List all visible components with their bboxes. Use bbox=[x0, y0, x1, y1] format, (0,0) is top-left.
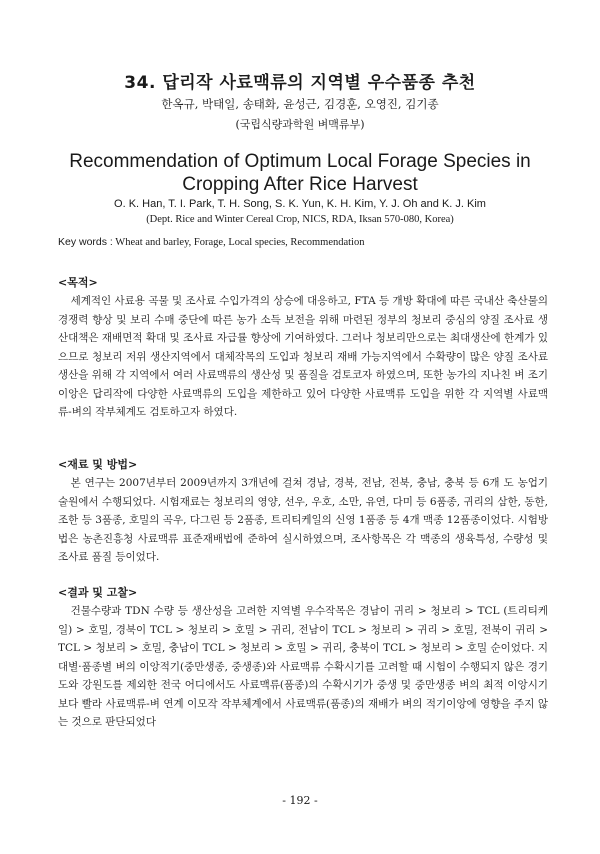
purpose-body: 세계적인 사료용 곡물 및 조사료 수입가격의 상승에 대응하고, FTA 등 개방 확대에 따른 국내산 축산물의 경쟁력 향상 및 보리 수매 중단에 따른 농가 소득 보전을 위해 마련된 정부의 청보리 중심의 양질 조사료 생산대책은 재배면적 확대 및 조사료 자급률 향상에 기여하였다. 그러나 청보리만으로는 최대생산에 한계가 있으므로 청보리 저위 생산지역에서 대체작목의 도입과 청보리 재배 가능지역에서 수확량이 많은 양질 조사료 생산을 위해 각 지역에서 여러 사료맥류의 생산성 및 품질을 검토코자 하였으며, 또한 농가의 지나친 벼 조기이앙은 답리작에 다양한 사료맥류의 도입을 제한하고 있어 다양한 사료맥류 도입을 위한 각 지역별 사료맥류-벼의 작부체계도 검토하고자 하였다. bbox=[58, 295, 548, 418]
results-body: 건물수량과 TDN 수량 등 생산성을 고려한 지역별 우수작목은 경남이 귀리 > 청보리 > TCL (트리티케일) > 호밀, 경북이 TCL > 청보리 > 호밀 > 귀리, 전남이 TCL > 청보리 > 귀리 > 호밀, 전북이 귀리 > TCL > 청보리 > 호밀, 충남이 TCL > 청보리 > 호밀 > 귀리, 충북이 TCL > 청보리 > 호밀 순이었다. 지대별·품종별 벼의 이앙적기(중만생종, 중생종)와 사료맥류 수확시기를 고려할 때 시험이 수행되지 않은 경기도와 강원도를 제외한 전국 어디에서도 사료맥류(품종)의 수확시기가 중생 및 중만생종 벼의 최적 이앙시기보다 빨라 사료맥류-벼 연계 이모작 작부체계에서 사료맥류(품종)의 재배가 벼의 적기이앙에 영향을 주지 않는 것으로 판단되었다 bbox=[58, 605, 548, 728]
methods-paragraph bbox=[58, 474, 548, 567]
results-heading: <결과 및 고찰> bbox=[58, 586, 138, 599]
keywords-line bbox=[58, 236, 364, 248]
korean-title: 34. 답리작 사료맥류의 지역별 우수품종 추천 bbox=[124, 73, 476, 93]
methods-heading: <재료 및 방법> bbox=[58, 458, 138, 471]
results-paragraph bbox=[58, 602, 548, 732]
keywords-label: Key words : bbox=[58, 236, 113, 248]
english-authors: O. K. Han, T. I. Park, T. H. Song, S. K. Yun, K. H. Kim, Y. J. Oh and K. J. Kim bbox=[114, 198, 486, 210]
korean-affiliation: (국립식량과학원 벼맥류부) bbox=[235, 118, 365, 131]
purpose-paragraph bbox=[58, 292, 548, 422]
purpose-heading: <목적> bbox=[58, 276, 98, 289]
english-affiliation: (Dept. Rice and Winter Cereal Crop, NICS, RDA, Iksan 570-080, Korea) bbox=[146, 214, 454, 225]
methods-body: 본 연구는 2007년부터 2009년까지 3개년에 걸쳐 경남, 경북, 전남, 전북, 충남, 충북 등 6개 도 농업기술원에서 수행되었다. 시험재료는 청보리의 영양, 선우, 우호, 소만, 유연, 다미 등 6품종, 귀리의 삼한, 동한, 조한 등 3품종, 호밀의 곡우, 다그린 등 2품종, 트리티케일의 신영 1품종 등 4개 맥종 12품종이었다. 시험방법은 농촌진흥청 사료맥류 표준재배법에 준하여 실시하였으며, 조사항목은 각 맥종의 생육특성, 수량성 및 조사료 품질 등이었다. bbox=[58, 477, 548, 563]
keywords-text: Wheat and barley, Forage, Local species, Recommendation bbox=[115, 237, 365, 248]
english-title: Recommendation of Optimum Local Forage Species in Cropping After Rice Harvest bbox=[69, 151, 531, 195]
korean-authors: 한옥규, 박태일, 송태화, 윤성근, 김경훈, 오영진, 김기종 bbox=[161, 97, 439, 111]
page-number: - 192 - bbox=[282, 794, 318, 807]
